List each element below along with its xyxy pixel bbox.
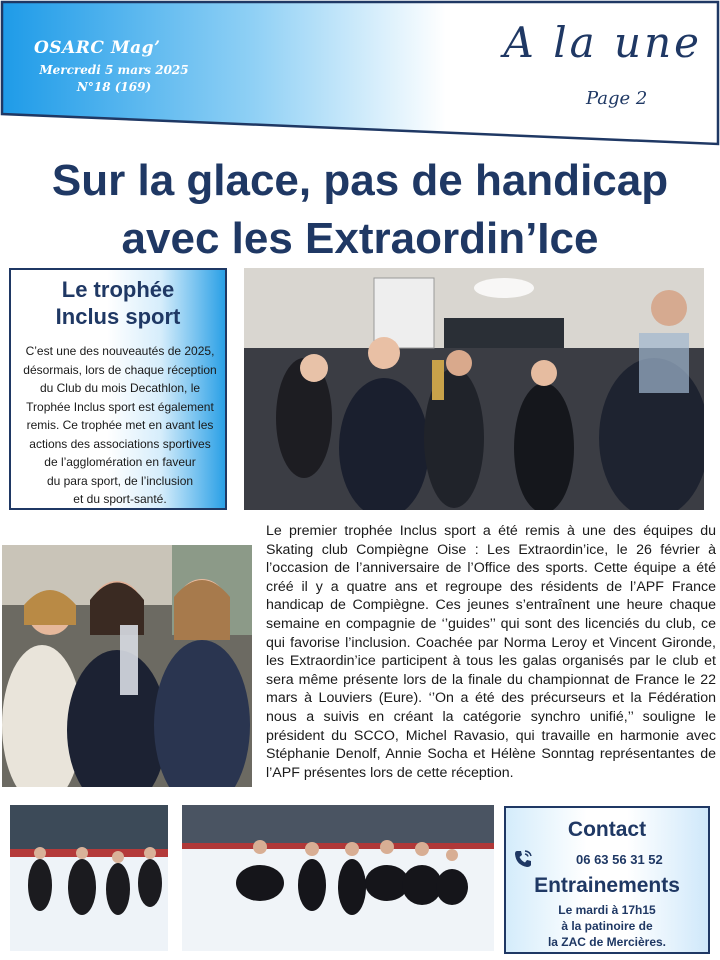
trophy-text-line: de l’agglomération en faveur — [44, 455, 196, 469]
trophy-info-box — [9, 268, 227, 510]
training-line-2: à la patinoire de — [561, 919, 653, 933]
article-body: Le premier trophée Inclus sport a été remis à une des équipes du Skating club Compiègne Oise : Les Extraordin’ice, le 26 février à l’occasion de l’anniversaire de l’Office des sports. Cette équipe a été créé il y a quatre ans et regroupe des résidents de l’APF France handicap de Compiègne. Ces jeunes s’entraînent une heure chaque semaine en compagnie de ‘’guides’’ qui sont des licenciés du club, ce qui favorise l’inclusion. Coachée par Norma Leroy et Vincent Gironde, les Extraordin’ice participent à tous les galas organisés par le club et sera même présente lors de la finale du championnat de France le 22 mars à Louviers (Eure). ‘’On a été des précurseurs et la Fédération nous a suivis en créant la catégorie synchro unifié,’’ souligne le président du SCCO, Michel Ravasio, qui travaille en harmonie avec Stéphanie Denolf, Annie Socha et Hélène Sonntag représentantes de l’APF présentes lors de cette réception. — [266, 523, 716, 781]
trophy-title-line-2: Inclus sport — [55, 304, 181, 329]
section-title: A la une — [503, 18, 702, 67]
contact-box — [504, 806, 710, 954]
issue-number: N°18 (169) — [76, 80, 152, 94]
trophy-text-line: remis. Ce trophée met en avant les — [26, 418, 214, 432]
trainings-title: Entrainements — [534, 874, 680, 897]
trophy-box-text — [17, 342, 223, 509]
issue-date: Mercredi 5 mars 2025 — [39, 63, 189, 77]
photo-trophy-ceremony — [244, 268, 704, 510]
trophy-text-line: désormais, lors de chaque réception — [23, 362, 217, 377]
trophy-title-line-1: Le trophée — [61, 277, 175, 302]
trophy-text-line: Trophée Inclus sport est également — [26, 399, 214, 414]
trophy-box-title — [11, 276, 225, 330]
trophy-text-line: et du sport-santé. — [73, 492, 167, 506]
photo-apf-representatives — [2, 545, 252, 787]
phone-icon — [512, 848, 534, 870]
article-headline — [20, 152, 700, 268]
photo-skaters-1 — [10, 805, 168, 951]
phone-number: 06 63 56 31 52 — [576, 852, 663, 867]
photo-skaters-2 — [182, 805, 494, 951]
trainings-text — [506, 902, 708, 950]
contact-title: Contact — [567, 818, 647, 841]
training-line-1: Le mardi à 17h15 — [558, 903, 656, 917]
magazine-title: OSARC Mag’ — [34, 38, 161, 58]
trophy-text-line: du Club du mois Decathlon, le — [39, 381, 201, 395]
trophy-text-line: C’est une des nouveautés de 2025, — [25, 344, 215, 358]
header-banner — [0, 0, 720, 146]
headline-line-1: Sur la glace, pas de handicap — [51, 156, 669, 205]
page-number: Page 2 — [586, 88, 648, 109]
trophy-text-line: actions des associations sportives — [29, 436, 211, 451]
trophy-text-line: du para sport, de l’inclusion — [46, 473, 194, 488]
training-line-3: la ZAC de Mercières. — [547, 935, 667, 949]
headline-line-2: avec les Extraordin’Ice — [121, 214, 599, 263]
